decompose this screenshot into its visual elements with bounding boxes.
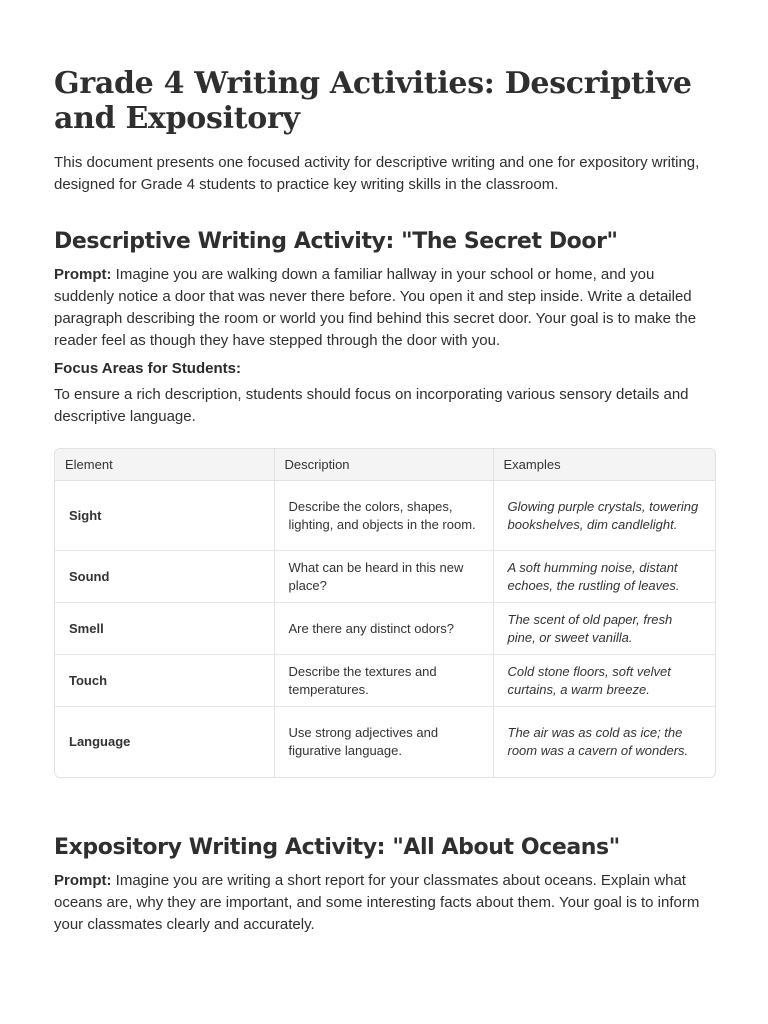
cell-element: Sound <box>55 551 274 603</box>
header-description: Description <box>274 449 493 481</box>
cell-example: Glowing purple crystals, towering bookshelves, dim candlelight. <box>493 481 715 551</box>
expository-heading: Expository Writing Activity: "All About Oceans" <box>54 834 620 860</box>
cell-description: Use strong adjectives and figurative language. <box>274 707 493 777</box>
header-examples: Examples <box>493 449 715 481</box>
cell-description: Describe the colors, shapes, lighting, and objects in the room. <box>274 481 493 551</box>
descriptive-heading: Descriptive Writing Activity: "The Secret Door" <box>54 229 618 254</box>
expository-section <box>54 834 716 936</box>
cell-example: A soft humming noise, distant echoes, the rustling of leaves. <box>493 551 715 603</box>
table-row <box>55 551 715 603</box>
table-row <box>55 603 715 655</box>
cell-description: Are there any distinct odors? <box>274 603 493 655</box>
cell-example: The air was as cold as ice; the room was a cavern of wonders. <box>507 724 689 758</box>
intro-paragraph: This document presents one focused activity for descriptive writing and one for expository writing, designed for Grade 4 students to practice key writing skills in the classroom. <box>54 154 700 193</box>
document-page <box>54 66 716 936</box>
prompt-label: Prompt: <box>54 266 112 283</box>
cell-description: Describe the textures and temperatures. <box>274 655 493 707</box>
descriptive-prompt <box>54 264 716 352</box>
cell-element: Sight <box>55 481 274 551</box>
sensory-table <box>54 448 716 778</box>
cell-description: What can be heard in this new place? <box>274 551 493 603</box>
table-row <box>55 481 715 551</box>
prompt-label: Prompt: <box>54 871 112 889</box>
table-row <box>55 655 715 707</box>
focus-areas-label: Focus Areas for Students: <box>54 360 241 377</box>
prompt-text: Imagine you are writing a short report for your classmates about oceans. Explain what oceans are, why they are important, and some interesting facts about them. Your goal is to inform your classmates clearly and accurately. <box>54 871 700 933</box>
prompt-text: Imagine you are walking down a familiar hallway in your school or home, and you suddenly notice a door that was never there before. You open it and step inside. Write a detailed paragraph describing the room or world you find behind this secret door. Your goal is to make the reader feel as though they have stepped through the door with you. <box>54 266 697 349</box>
header-element: Element <box>55 449 274 481</box>
cell-element: Language <box>55 707 274 777</box>
expository-prompt <box>54 870 716 936</box>
table-header-row <box>55 449 715 481</box>
cell-element: Smell <box>55 603 274 655</box>
focus-areas-text: To ensure a rich description, students should focus on incorporating various sensory details and descriptive language. <box>54 386 689 425</box>
page-title: Grade 4 Writing Activities: Descriptive and Expository <box>54 66 692 136</box>
cell-example: Cold stone floors, soft velvet curtains, a warm breeze. <box>493 655 715 707</box>
cell-example: The scent of old paper, fresh pine, or sweet vanilla. <box>493 603 715 655</box>
table-row <box>55 707 715 777</box>
cell-element: Touch <box>55 655 274 707</box>
